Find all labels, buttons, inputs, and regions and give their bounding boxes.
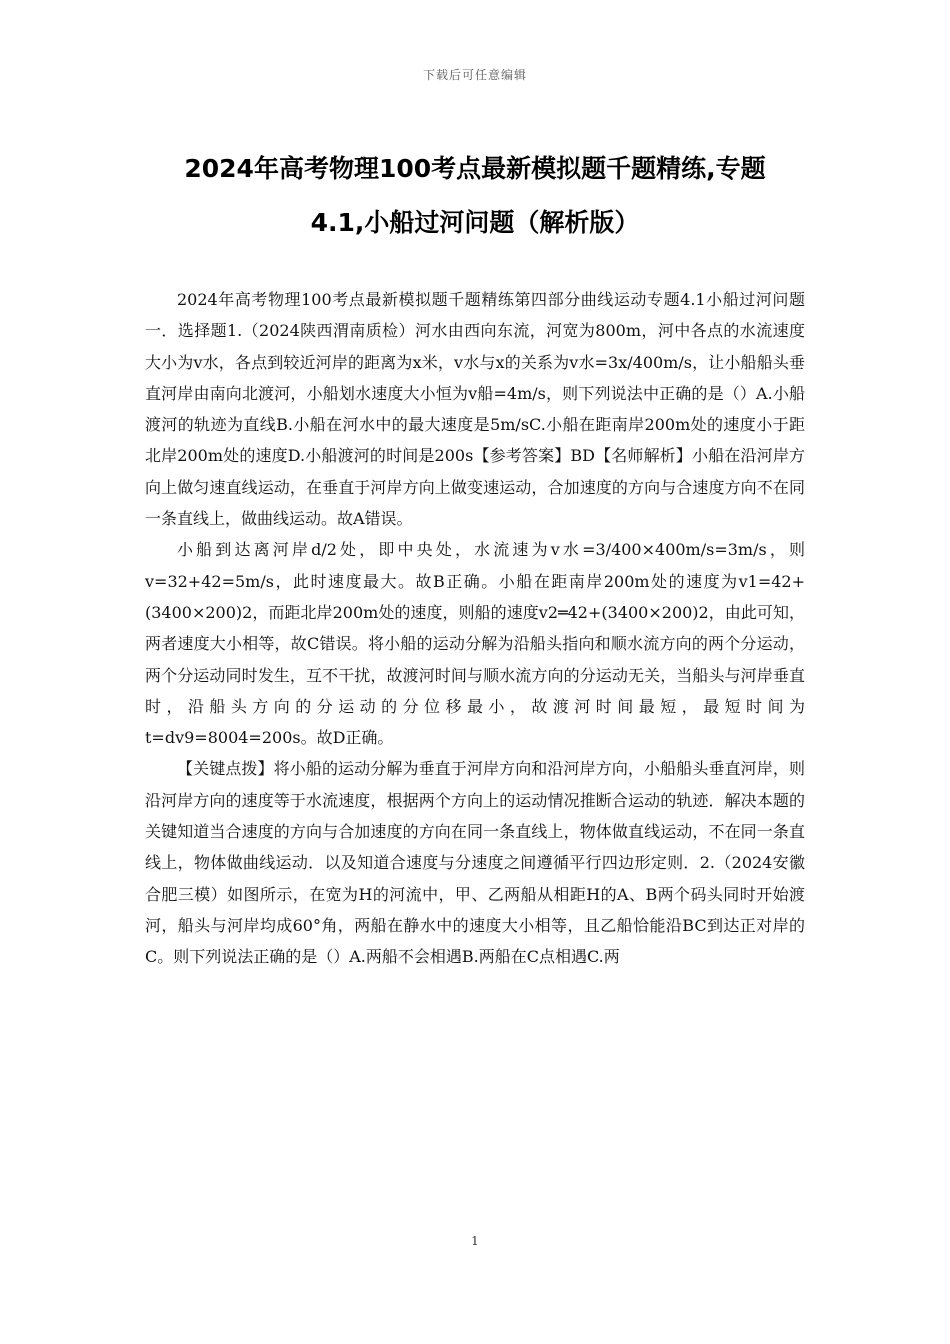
title-line-1: 2024年高考物理100考点最新模拟题千题精练,专题	[184, 154, 766, 183]
document-body	[145, 284, 805, 973]
page-number: 1	[471, 1234, 479, 1248]
paragraph-1: 2024年高考物理100考点最新模拟题千题精练第四部分曲线运动专题4.1小船过河问题一．选择题1.（2024陕西渭南质检）河水由西向东流，河宽为800m，河中各点的水流速度大小为v水，各点到较近河岸的距离为x米，v水与x的关系为v水=3x/400m/s，让小船船头垂直河岸由南向北渡河，小船划水速度大小恒为v船=4m/s，则下列说法中正确的是（）A.小船渡河的轨迹为直线B.小船在河水中的最大速度是5m/sC.小船在距南岸200m处的速度小于距北岸200m处的速度D.小船渡河的时间是200s【参考答案】BD【名师解析】小船在沿河岸方向上做匀速直线运动，在垂直于河岸方向上做变速运动，合加速度的方向与合速度方向不在同一条直线上，做曲线运动。故A错误。	[145, 290, 805, 529]
paragraph-3: 【关键点拨】将小船的运动分解为垂直于河岸方向和沿河岸方向，小船船头垂直河岸，则沿河岸方向的速度等于水流速度，根据两个方向上的运动情况推断合运动的轨迹．解决本题的关键知道当合速度的方向与合加速度的方向在同一条直线上，物体做直线运动，不在同一条直线上，物体做曲线运动．以及知道合速度与分速度之间遵循平行四边形定则．2.（2024安徽合肥三模）如图所示，在宽为H的河流中，甲、乙两船从相距H的A、B两个码头同时开始渡河，船头与河岸均成60°角，两船在静水中的速度大小相等，且乙船恰能沿BC到达正对岸的C。则下列说法正确的是（）A.两船不会相遇B.两船在C点相遇C.两	[145, 759, 805, 967]
document-title	[145, 142, 805, 250]
page-header: 下载后可任意编辑	[422, 68, 527, 82]
title-line-2: 4.1,小船过河问题（解析版）	[310, 208, 640, 237]
paragraph-2: 小船到达离河岸d/2处，即中央处，水流速为v水=3/400×400m/s=3m/s，则v=32+42=5m/s，此时速度最大。故B正确。小船在距南岸200m处的速度为v1=42+(3400×200)2，而距北岸200m处的速度，则船的速度v2═42+(3400×200)2，由此可知，两者速度大小相等，故C错误。将小船的运动分解为沿船头指向和顺水流方向的两个分运动，两个分运动同时发生，互不干扰，故渡河时间与顺水流方向的分运动无关，当船头与河岸垂直时，沿船头方向的分运动的分位移最小，故渡河时间最短，最短时间为t=dv9=8004=200s。故D正确。	[145, 540, 805, 748]
